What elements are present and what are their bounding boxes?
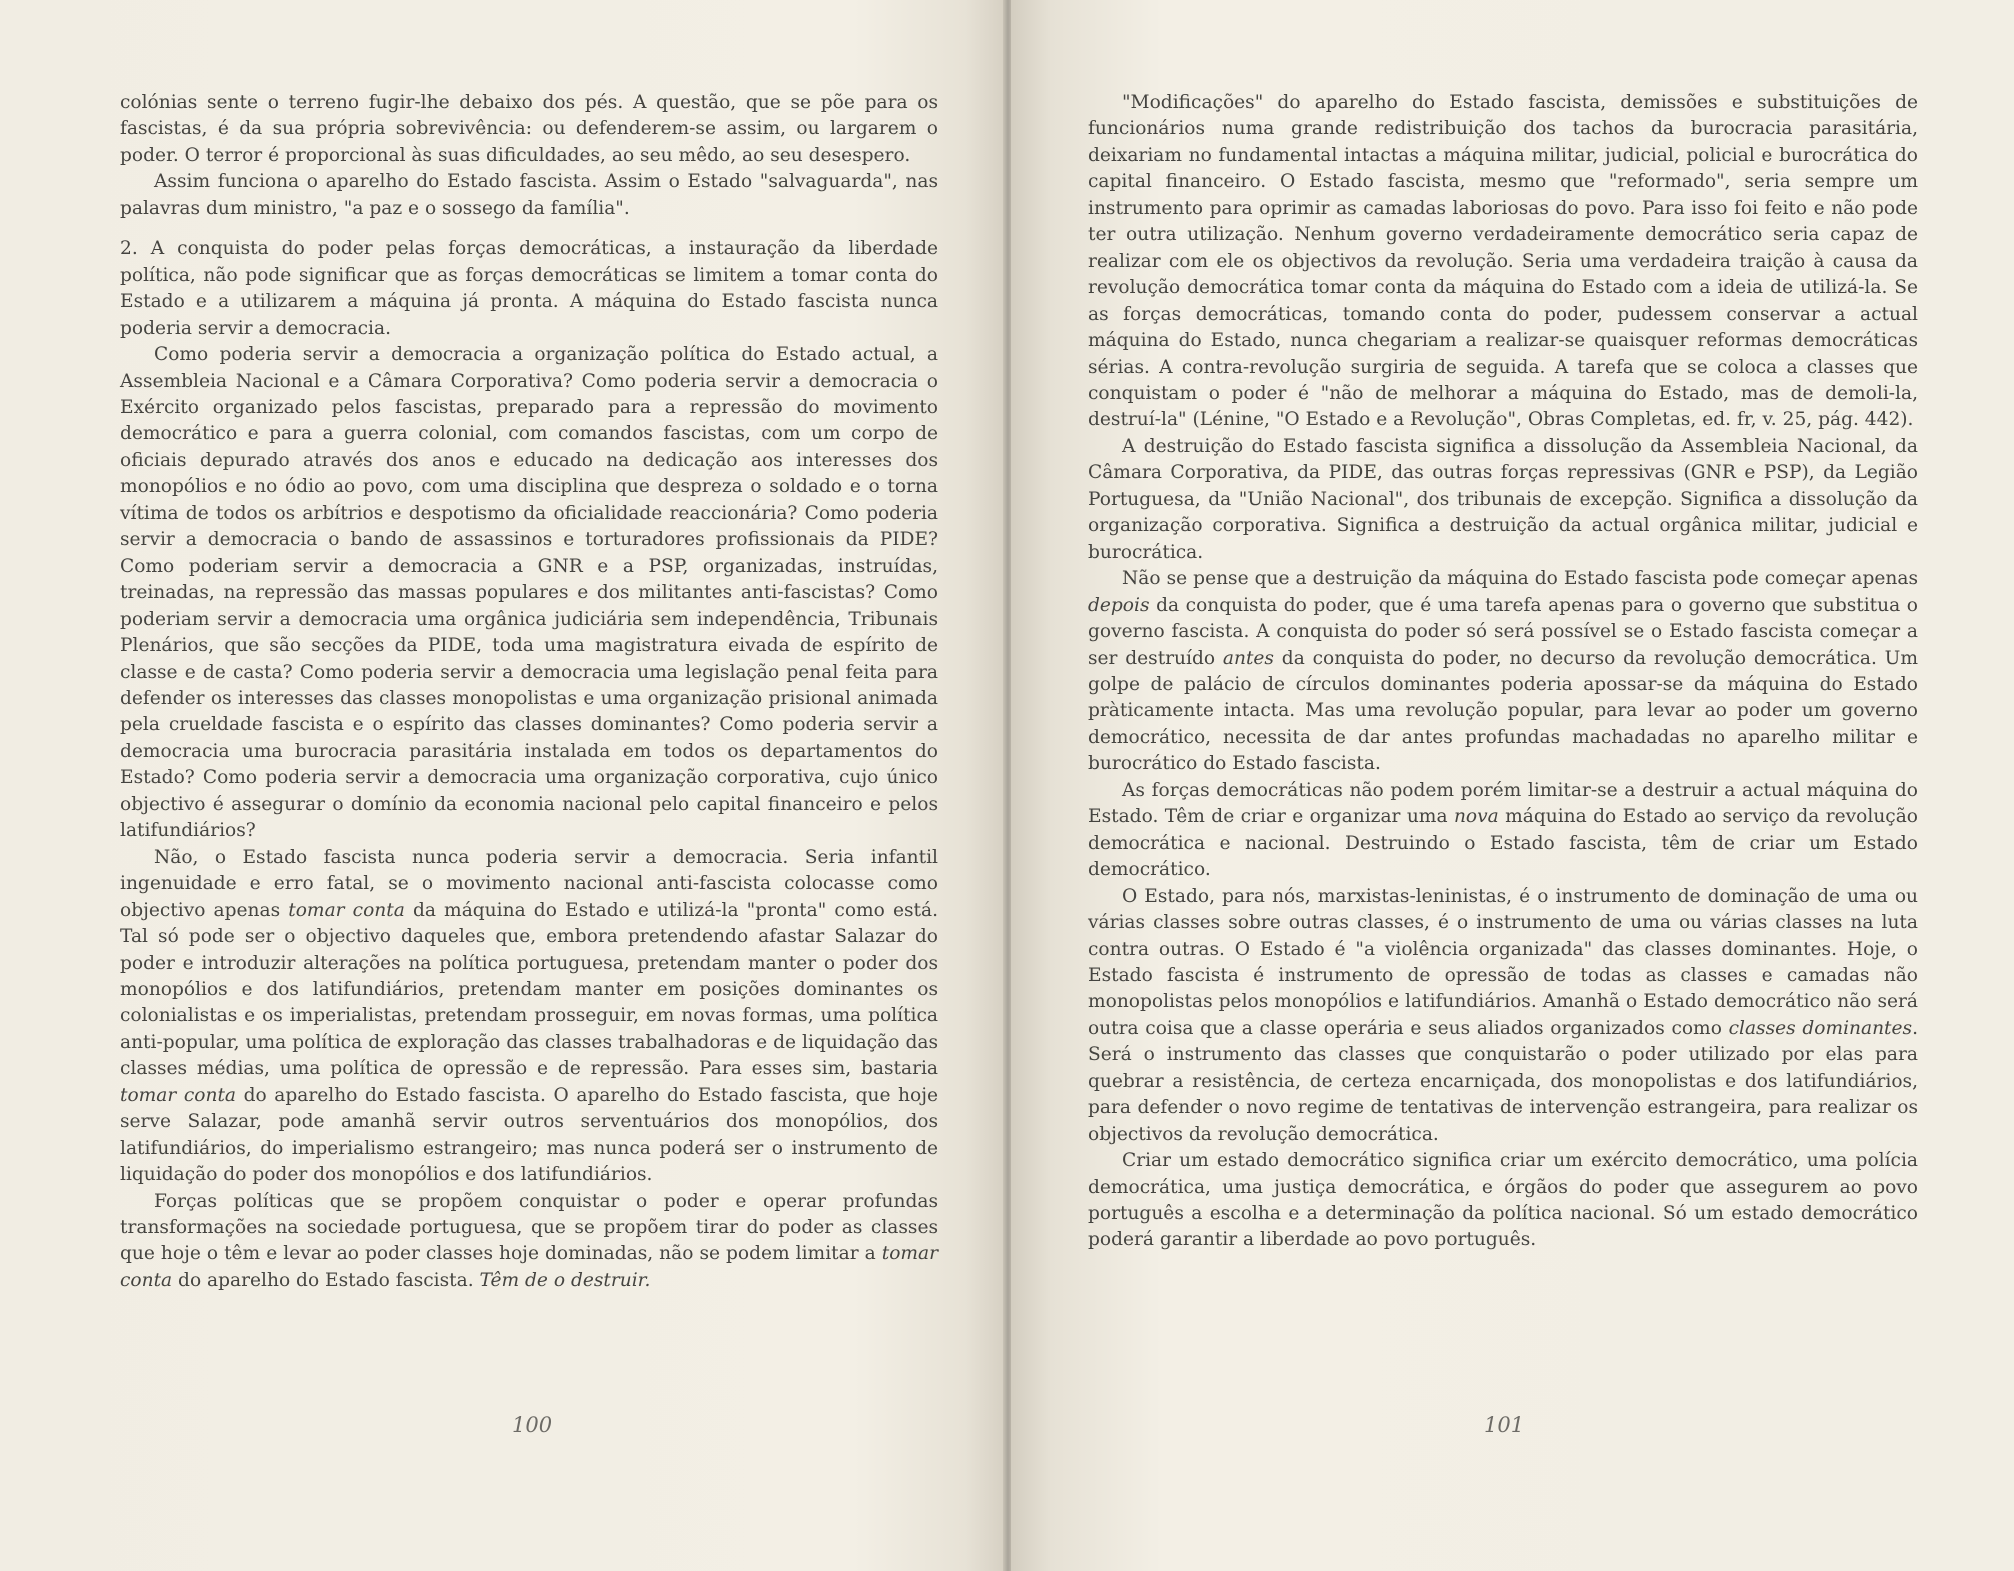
paragraph: colónias sente o terreno fugir-lhe debaixo dos pés. A questão, que se põe para os fascistas, é da sua própria sobrevivência: ou defenderem-se assim, ou largarem o poder. O terror é proporcional às suas dificuldades, ao seu mêdo, ao seu desespero. [120, 92, 938, 166]
paragraph: Criar um estado democrático significa criar um exército democrático, uma polícia democrática, uma justiça democrática, e órgãos do poder que assegurem ao povo português a escolha e a determinação da política nacional. Só um estado democrático poderá garantir a liberdade ao povo português. [1088, 1150, 1918, 1251]
right-page [1011, 0, 2014, 1571]
page-number: 100 [512, 1413, 553, 1437]
paragraph: As forças democráticas não podem porém limitar-se a destruir a actual máquina do Estado. Têm de criar e organizar uma nova máquina do Estado ao serviço da revolução democrática e nacional. Destruindo o Estado fascista, têm de criar um Estado democrático. [1088, 779, 1918, 881]
paragraph: Não se pense que a destruição da máquina do Estado fascista pode começar apenas depois da conquista do poder, que é uma tarefa apenas para o governo que substitua o governo fascista. A conquista do poder só será possível se o Estado fascista começar a ser destruído antes da conquista do poder, no decurso da revolução democrática. Um golpe de palácio de círculos dominantes poderia apossar-se da máquina do Estado pràticamente intacta. Mas uma revolução popular, para levar ao poder um governo democrático, necessita de dar antes profundas machadadas no aparelho militar e burocrático do Estado fascista. [1088, 568, 1918, 775]
page-number: 101 [1484, 1413, 1525, 1437]
paragraph: Assim funciona o aparelho do Estado fascista. Assim o Estado "salvaguarda", nas palavras dum ministro, "a paz e o sossego da família". [120, 171, 938, 219]
paragraph: Forças políticas que se propõem conquistar o poder e operar profundas transformações na sociedade portuguesa, que se propõem tirar do poder as classes que hoje o têm e levar ao poder classes hoje dominadas, não se podem limitar a tomar conta do aparelho do Estado fascista. Têm de o destruir. [120, 1190, 938, 1291]
paragraph: Não, o Estado fascista nunca poderia servir a democracia. Seria infantil ingenuidade e erro fatal, se o movimento nacional anti-fascista colocasse como objectivo apenas tomar conta da máquina do Estado e utilizá-la "pronta" como está. Tal só pode ser o objectivo daqueles que, embora pretendendo afastar Salazar do poder e introduzir alterações na política portuguesa, pretendam manter o poder dos monopólios e dos latifundiários, pretendam manter em posições dominantes os colonialistas e os imperialistas, pretendam prosseguir, em novas formas, uma política anti-popular, uma política de exploração das classes trabalhadoras e de liquidação das classes médias, uma política de opressão e de repressão. Para esses sim, bastaria tomar conta do aparelho do Estado fascista. O aparelho do Estado fascista, que hoje serve Salazar, pode amanhã servir outros serventuários dos monopólios, dos latifundiários, do imperialismo estrangeiro; mas nunca poderá ser o instrumento de liquidação do poder dos monopólios e dos latifundiários. [120, 846, 939, 1186]
paragraph: A destruição do Estado fascista significa a dissolução da Assembleia Nacional, da Câmara Corporativa, da PIDE, das outras forças repressivas (GNR e PSP), da Legião Portuguesa, da "União Nacional", dos tribunais de excepção. Significa a dissolução da organização corporativa. Significa a destruição da actual orgânica militar, judicial e burocrática. [1088, 435, 1918, 563]
left-page-text [120, 90, 938, 1294]
paragraph: 2. A conquista do poder pelas forças democráticas, a instauração da liberdade política, não pode significar que as forças democráticas se limitem a tomar conta do Estado e a utilizarem a máquina já pronta. A máquina do Estado fascista nunca poderia servir a democracia. [120, 238, 938, 339]
paragraph: "Modificações" do aparelho do Estado fascista, demissões e substituições de funcionários numa grande redistribuição dos tachos da burocracia parasitária, deixariam no fundamental intactas a máquina militar, judicial, policial e burocrática do capital financeiro. O Estado fascista, mesmo que "reformado", seria sempre um instrumento para oprimir as camadas laboriosas do povo. Para isso foi feito e não pode ter outra utilização. Nenhum governo verdadeiramente democrático seria capaz de realizar com ele os objectivos da revolução. Seria uma verdadeira traição à causa da revolução democrática tomar conta da máquina do Estado com a ideia de utilizá-la. Se as forças democráticas, tomando conta do poder, pudessem conservar a actual máquina do Estado, nunca chegariam a realizar-se quaisquer reformas democráticas sérias. A contra-revolução surgiria de seguida. A tarefa que se coloca a classes que conquistam o poder é "não de melhorar a máquina do Estado, mas de demoli-la, destruí-la" (Lénine, "O Estado e a Revolução", Obras Completas, ed. fr, v. 25, pág. 442). [1088, 92, 1918, 431]
paragraph: Como poderia servir a democracia a organização política do Estado actual, a Assembleia Nacional e a Câmara Corporativa? Como poderia servir a democracia o Exército organizado pelos fascistas, preparado para a repressão do movimento democrático e para a guerra colonial, com comandos fascistas, com um corpo de oficiais depurado através dos anos e educado na dedicação aos interesses dos monopólios e no ódio ao povo, com uma disciplina que despreza o soldado e o torna vítima de todos os arbítrios e despotismo da oficialidade reaccionária? Como poderia servir a democracia o bando de assassinos e torturadores profissionais da PIDE? Como poderiam servir a democracia a GNR e a PSP, organizadas, instruídas, treinadas, na repressão das massas populares e dos militantes anti-fascistas? Como poderiam servir a democracia uma orgânica judiciária sem independência, Tribunais Plenários, que são secções da PIDE, toda uma magistratura eivada de espírito de classe e de casta? Como poderia servir a democracia uma legislação penal feita para defender os interesses das classes monopolistas e uma organização prisional animada pela crueldade fascista e o espírito das classes dominantes? Como poderia servir a democracia uma burocracia parasitária instalada em todos os departamentos do Estado? Como poderia servir a democracia uma organização corporativa, cujo único objectivo é assegurar o domínio da economia nacional pelo capital financeiro e pelos latifundiários? [120, 344, 938, 842]
left-page [0, 0, 1005, 1571]
paragraph: O Estado, para nós, marxistas-leninistas, é o instrumento de dominação de uma ou várias classes sobre outras classes, é o instrumento de uma ou várias classes na luta contra outras. O Estado é "a violência organizada" das classes dominantes. Hoje, o Estado fascista é instrumento de opressão de todas as classes e camadas não monopolistas pelos monopólios e latifundiários. Amanhã o Estado democrático não será outra coisa que a classe operária e seus aliados organizados como classes dominantes. Será o instrumento das classes que conquistarão o poder utilizado por elas para quebrar a resistência, de certeza encarniçada, dos monopolistas e dos latifundiários, para defender o novo regime de tentativas de intervenção estrangeira, para realizar os objectivos da revolução democrática. [1088, 885, 1918, 1145]
right-page-text [1088, 90, 1918, 1254]
